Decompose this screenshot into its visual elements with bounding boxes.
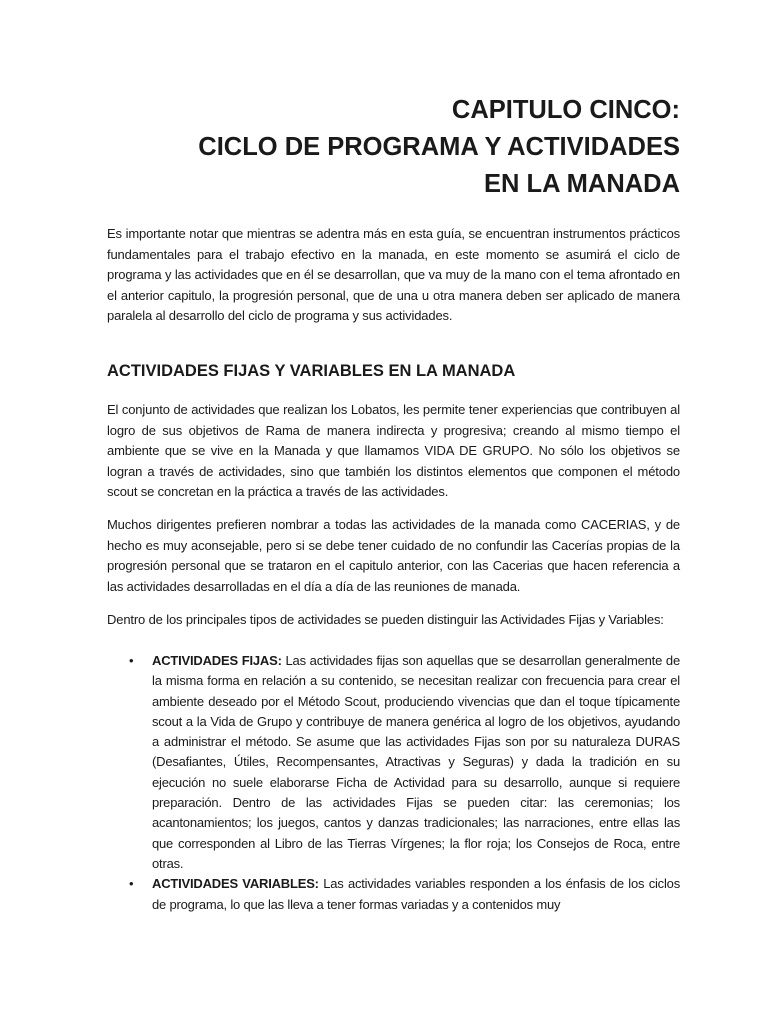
activity-type-list [107, 651, 680, 915]
chapter-title-line-2: CICLO DE PROGRAMA Y ACTIVIDADES [198, 133, 680, 161]
bullet-icon: • [129, 876, 134, 892]
chapter-title-line-1: CAPITULO CINCO: [451, 96, 680, 124]
list-item [107, 651, 680, 874]
bullet-icon: • [129, 653, 134, 668]
body-paragraph: Muchos dirigentes prefieren nombrar a todas las actividades de la manada como CACERIAS, y de hecho es muy aconsejable, pero si se debe tener cuidado de no confundir las Cacerías propias de la progresión personal que se trataron en el capitulo anterior, con las Cacerias que hacen referencia a las actividades desarrolladas en el día a día de las reuniones de manada. [107, 517, 680, 594]
list-item-text: Las actividades variables responden a los énfasis de los ciclos de programa, lo que las lleva a tener formas variadas y a contenidos muy [152, 876, 681, 912]
body-paragraph: Dentro de los principales tipos de actividades se pueden distinguir las Actividades Fijas y Variables: [107, 612, 664, 627]
document-page [107, 0, 680, 1024]
chapter-title [107, 92, 680, 203]
intro-paragraph: Es importante notar que mientras se adentra más en esta guía, se encuentran instrumentos prácticos fundamentales para el trabajo efectivo en la manada, en este momento se asumirá el ciclo de programa y las actividades que en él se desarrollan, que va muy de la mano con el tema afrontado en el anterior capitulo, la progresión personal, que de una u otra manera deben ser aplicado de manera paralela al desarrollo del ciclo de programa y sus actividades. [107, 226, 680, 323]
chapter-title-line-3: EN LA MANADA [484, 170, 680, 198]
list-item-text: Las actividades fijas son aquellas que se desarrollan generalmente de la misma forma en relación a su contenido, se necesitan realizar con frecuencia para crear el ambiente deseado por el Método Scout, produciendo vivencias que dan el toque típicamente scout a la Vida de Grupo y contribuye de manera genérica al logro de los objetivos, ayudando a administrar el método. Se asume que las actividades Fijas son por su naturaleza DURAS (Desafiantes, Útiles, Recompensantes, Atractivas y Seguras) y dada la tradición en su ejecución no suele elaborarse Ficha de Actividad para su desarrollo, aunque si requiere preparación. Dentro de las actividades Fijas se pueden citar: las ceremonias; los acantonamientos; los juegos, cantos y danzas tradicionales; las narraciones, entre ellas las que corresponden al Libro de las Tierras Vírgenes; la flor roja; los Consejos de Roca, entre otras. [152, 653, 680, 871]
list-item-term: ACTIVIDADES FIJAS: [152, 653, 282, 668]
section-heading: ACTIVIDADES FIJAS Y VARIABLES EN LA MANADA [107, 362, 516, 380]
body-paragraph: El conjunto de actividades que realizan los Lobatos, les permite tener experiencias que contribuyen al logro de sus objetivos de Rama de manera indirecta y progresiva; creando al mismo tiempo el ambiente que se vive en la Manada y que llamamos VIDA DE GRUPO. No sólo los objetivos se logran a través de actividades, sino que también los distintos elementos que componen el método scout se concretan en la práctica a través de las actividades. [107, 402, 680, 499]
list-item [107, 874, 680, 915]
list-item-term: ACTIVIDADES VARIABLES: [152, 876, 319, 892]
